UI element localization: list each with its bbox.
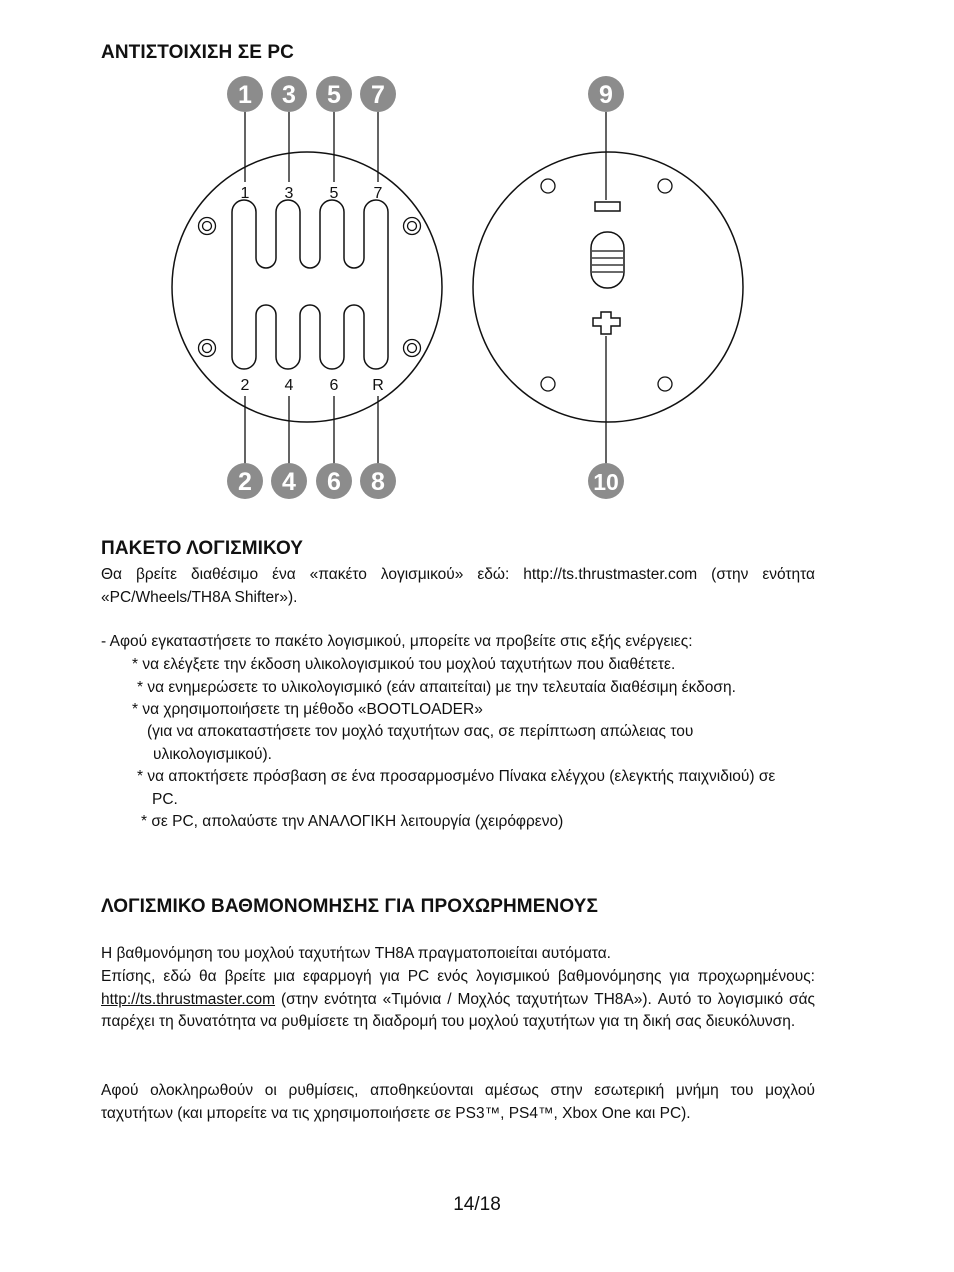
callout-number: 7 (371, 81, 385, 109)
callout-number: 1 (238, 81, 252, 109)
gate-label: 5 (329, 185, 339, 202)
gate-label: R (372, 377, 384, 394)
calibration-text: Επίσης, εδώ θα βρείτε μια εφαρμογή για PC ενός λογισμικού βαθμονόμησης για προχωρημένους: (101, 968, 815, 985)
callout-number: 10 (593, 469, 619, 495)
list-item-detail: (για να αποκαταστήσετε τον μοχλό ταχυτήτων σας, σε περίπτωση απώλειας του (147, 723, 694, 740)
list-item: * να χρησιμοποιήσετε τη μέθοδο «BOOTLOADER» (132, 701, 483, 718)
right-base-plate (473, 152, 743, 422)
plus-marker-icon (593, 312, 620, 334)
callout-number: 8 (371, 468, 385, 496)
software-package-intro: Θα βρείτε διαθέσιμο ένα «πακέτο λογισμικού» εδώ: http://ts.thrustmaster.com (στην ενότητα «PC/Wheels/TH8A Shifter»). (101, 566, 815, 606)
calibration-text: (στην ενότητα «Τιμόνια / Μοχλός ταχυτήτων TH8A»). Αυτό το λογισμικό σάς παρέχει τη δυνατότητα να ρυθμίσετε τη διαδρομή του μοχλού ταχυτήτων για τη δική σας διευκόλυνση. (101, 990, 815, 1030)
gate-label: 6 (329, 377, 339, 394)
shifter-mapping-diagram (0, 0, 954, 520)
section-title-pc-mapping: ΑΝΤΙΣΤΟΙΧΙΣΗ ΣΕ PC (101, 42, 294, 63)
gate-label: 1 (240, 185, 250, 202)
callout-number: 2 (238, 468, 252, 496)
section-title-calibration: ΛΟΓΙΣΜΙΚΟ ΒΑΘΜΟΝΟΜΗΣΗΣ ΓΙΑ ΠΡΟΧΩΡΗΜΕΝΟΥΣ (101, 896, 598, 917)
mode-switch (591, 232, 624, 288)
list-item: * να ελέγξετε την έκδοση υλικολογισμικού του μοχλού ταχυτήτων που διαθέτετε. (132, 656, 676, 673)
left-base-plate (172, 152, 442, 422)
minus-marker-icon (595, 202, 620, 211)
calibration-line: Η βαθμονόμηση του μοχλού ταχυτήτων TH8A πραγματοποιείται αυτόματα. (101, 945, 611, 962)
h-gate-slots (232, 200, 388, 369)
list-item: * να αποκτήσετε πρόσβαση σε ένα προσαρμοσμένο Πίνακα ελέγχου (ελεγκτής παιχνιδιού) σε (137, 768, 776, 785)
calibration-storage-paragraph: Αφού ολοκληρωθούν οι ρυθμίσεις, αποθηκεύονται αμέσως στην εσωτερική μνήμη του μοχλού ταχυτήτων (και μπορείτε να τις χρησιμοποιήσετε σε PS3™, PS4™, Xbox One και PC). (101, 1082, 815, 1122)
page-number: 14/18 (453, 1194, 501, 1215)
callout-number: 3 (282, 81, 296, 109)
list-item: * να ενημερώσετε το υλικολογισμικό (εάν απαιτείται) με την τελευταία διαθέσιμη έκδοση. (137, 679, 736, 696)
list-item: * σε PC, απολαύστε την ΑΝΑΛΟΓΙΚΗ λειτουργία (χειρόφρενο) (141, 813, 564, 830)
section-title-software-package: ΠΑΚΕΤΟ ΛΟΓΙΣΜΙΚΟΥ (101, 538, 304, 559)
callout-number: 9 (599, 81, 613, 109)
gate-label: 7 (373, 185, 383, 202)
callout-number: 5 (327, 81, 341, 109)
calibration-paragraph (101, 966, 815, 1034)
callout-number: 6 (327, 468, 341, 496)
gate-label: 2 (240, 377, 250, 394)
callout-number: 4 (282, 468, 296, 496)
thrustmaster-link[interactable]: http://ts.thrustmaster.com (101, 990, 276, 1008)
gate-label: 4 (284, 377, 294, 394)
list-item-detail: PC. (152, 791, 178, 808)
list-item-detail: υλικολογισμικού). (153, 746, 272, 763)
gate-label: 3 (284, 185, 294, 202)
after-install-text: - Αφού εγκαταστήσετε το πακέτο λογισμικού, μπορείτε να προβείτε στις εξής ενέργειες: (101, 633, 693, 650)
